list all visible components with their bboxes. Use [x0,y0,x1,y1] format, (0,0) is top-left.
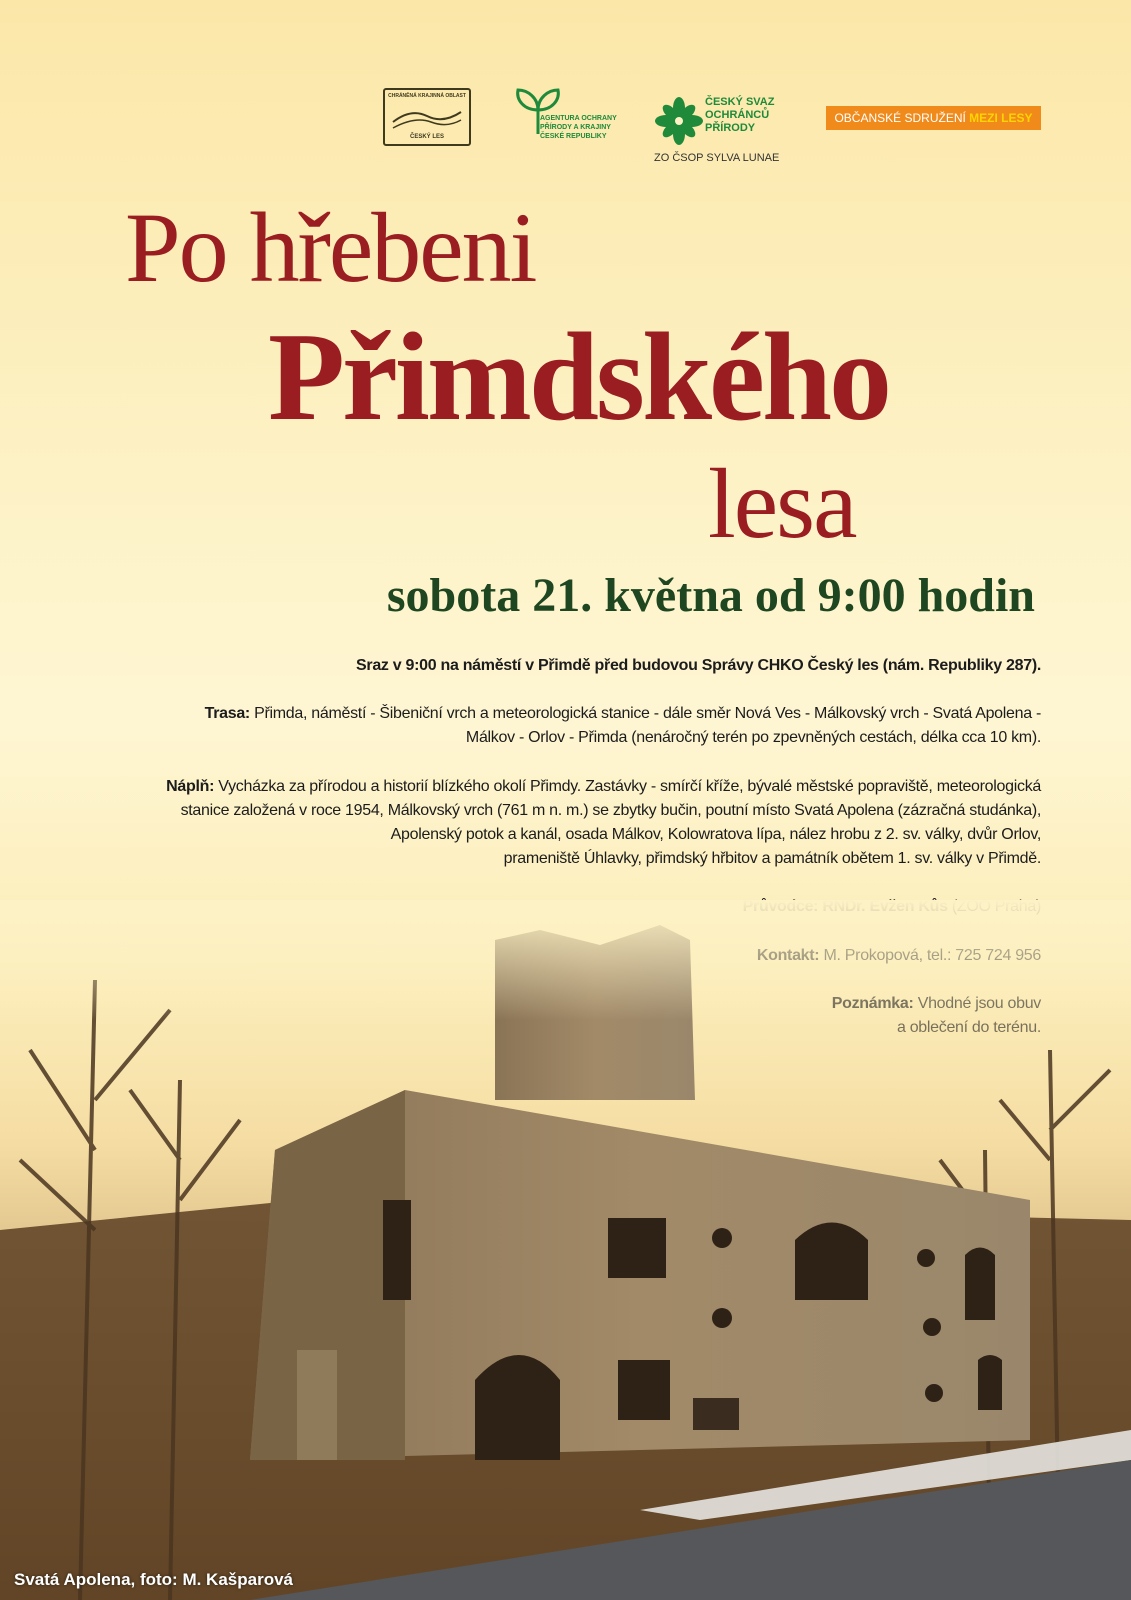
title-line-2: Přimdského [268,308,890,447]
content-info [81,775,1041,871]
csop-line2: OCHRÁNCŮ [705,109,770,121]
chko-cesky-les-logo [383,88,471,146]
flower-icon [654,96,704,146]
csop-logo [652,96,792,168]
route-line2: Málkov - Orlov - Přimda (nenáročný terén po zpevněných cestách, délka cca 10 km). [465,729,1041,746]
chko-logo-top-text: CHRÁNĚNÁ KRAJINNÁ OBLAST [388,93,466,99]
csop-line3: PŘÍRODY [705,122,756,134]
photo-caption: Svatá Apolena, foto: M. Kašparová [14,1570,293,1589]
os-prefix: OBČANSKÉ SDRUŽENÍ [834,111,966,125]
event-date: sobota 21. května od 9:00 hodin [386,569,1035,622]
route-line1: Přimda, náměstí - Šibeniční vrch a meteorologická stanice - dále směr Nová Ves - Málkovský vrch - Svatá Apolena - [254,705,1041,722]
route-info [81,702,1041,750]
chko-logo-bottom-text: ČESKÝ LES [409,134,444,140]
content-line4: prameniště Úhlavky, přimdský hřbitov a památník obětem 1. sv. války v Přimdě. [503,850,1041,867]
meeting-info [81,654,1041,678]
os-highlight: MEZI LESY [969,111,1033,125]
meeting-text: Sraz v 9:00 na náměstí v Přimdě před budovou Správy CHKO Český les (nám. Republiky 287). [356,657,1041,674]
content-line2: stanice založená v roce 1954, Málkovský vrch (761 m n. m.) se zbytky bučin, poutní místo Svatá Apolena (zázračná studánka), [180,802,1041,819]
aopk-line1: AGENTURA OCHRANY [540,115,617,122]
content-line3: Apolenský potok a kanál, osada Málkov, Kolowratova lípa, nález hrobu z 2. sv. války, dvůr Orlov, [390,826,1041,843]
title-line-3: lesa [708,448,856,559]
os-mezi-lesy-logo [826,106,1041,130]
aopk-logo [510,86,620,150]
aopk-line3: ČESKÉ REPUBLIKY [540,133,607,140]
title-line-1: Po hřebeni [125,192,536,303]
hills-icon [391,102,463,132]
content-line1: Vycházka za přírodou a historií blízkého okolí Přimdy. Zastávky - smírčí kříže, bývalé městské popraviště, meteorologická [218,778,1041,795]
csop-line1: ČESKÝ SVAZ [705,96,775,108]
aopk-line2: PŘÍRODY A KRAJINY [540,124,611,131]
ruin-photo [0,900,1131,1600]
csop-subtitle: ZO ČSOP SYLVA LUNAE [654,152,780,164]
route-label: Trasa: [204,705,250,722]
content-label: Náplň: [166,778,215,795]
